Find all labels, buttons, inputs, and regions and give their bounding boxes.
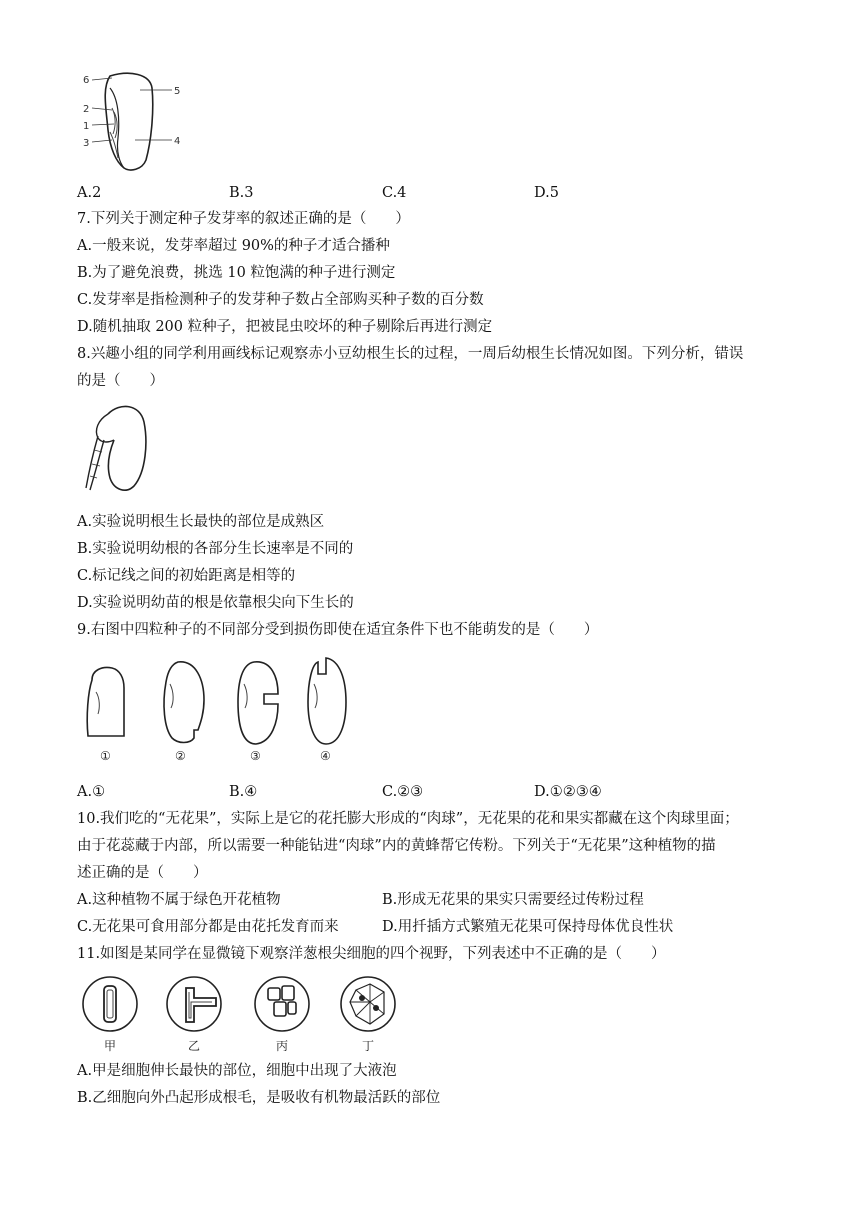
q7-option-c[interactable]: C.发芽率是指检测种子的发芽种子数占全部购买种子数的百分数 [77,292,484,308]
q8-option-b[interactable]: B.实验说明幼根的各部分生长速率是不同的 [77,541,354,557]
q10-option-b[interactable]: B.形成无花果的果实只需要经过传粉过程 [382,892,644,908]
seed-label-1: ① [100,749,111,763]
q10-option-d[interactable]: D.用扦插方式繁殖无花果可保持母体优良性状 [382,919,674,935]
q8-option-a[interactable]: A.实验说明根生长最快的部位是成熟区 [77,514,325,530]
damaged-seeds-figure [78,652,368,766]
q10-stem-line1: 10.我们吃的“无花果”，实际上是它的花托膨大形成的“肉球”，无花果的花和果实都藏在这个肉球里面； [77,811,739,827]
fig-label-6: 6 [83,75,90,86]
q10-stem-line3: 述正确的是（ ） [77,865,208,881]
q11-stem: 11.如图是某同学在显微镜下观察洋葱根尖细胞的四个视野，下列表述中不正确的是（ ） [77,946,666,962]
q11-option-b[interactable]: B.乙细胞向外凸起形成根毛，是吸收有机物最活跃的部位 [77,1090,441,1106]
q7-option-a[interactable]: A.一般来说，发芽率超过 90%的种子才适合播种 [77,238,390,254]
q9-option-a[interactable]: A.① [77,784,106,800]
q9-stem: 9.右图中四粒种子的不同部分受到损伤即使在适宜条件下也不能萌发的是（ ） [77,622,599,638]
q10-stem-line2: 由于花蕊藏于内部，所以需要一种能钻进“肉球”内的黄蜂帮它传粉。下列关于“无花果”这种植物的描 [77,838,716,854]
q6-option-b[interactable]: B.3 [229,185,254,201]
seed-label-3: ③ [250,749,261,763]
view-label-jia: 甲 [104,1039,117,1053]
fig-label-4: 4 [174,136,181,147]
view-label-bing: 丙 [276,1039,289,1053]
fig-label-3: 3 [83,138,90,149]
microscope-views-figure [78,972,398,1054]
seed-label-4: ④ [320,749,331,763]
q9-option-c[interactable]: C.②③ [382,784,424,800]
q10-option-c[interactable]: C.无花果可食用部分都是由花托发育而来 [77,919,339,935]
q6-option-c[interactable]: C.4 [382,185,407,201]
q6-option-a[interactable]: A.2 [77,185,102,201]
q7-option-d[interactable]: D.随机抽取 200 粒种子，把被昆虫咬坏的种子剔除后再进行测定 [77,319,493,335]
q11-option-a[interactable]: A.甲是细胞伸长最快的部位，细胞中出现了大液泡 [77,1063,397,1079]
q7-stem: 7.下列关于测定种子发芽率的叙述正确的是（ ） [77,211,410,227]
q9-option-d[interactable]: D.①②③④ [534,784,602,800]
seed-label-2: ② [175,749,186,763]
seed-structure-figure [80,68,190,178]
view-label-yi: 乙 [188,1039,201,1053]
view-label-ding: 丁 [362,1039,375,1053]
q10-option-a[interactable]: A.这种植物不属于绿色开花植物 [77,892,281,908]
sprouting-bean-figure [80,402,155,494]
q6-option-d[interactable]: D.5 [534,185,559,201]
q9-option-b[interactable]: B.④ [229,784,258,800]
q8-option-c[interactable]: C.标记线之间的初始距离是相等的 [77,568,296,584]
q8-stem-line1: 8.兴趣小组的同学利用画线标记观察赤小豆幼根生长的过程，一周后幼根生长情况如图。下列分析，错误 [77,346,744,362]
fig-label-5: 5 [174,86,181,97]
q8-option-d[interactable]: D.实验说明幼苗的根是依靠根尖向下生长的 [77,595,354,611]
q8-stem-line2: 的是（ ） [77,373,164,389]
q7-option-b[interactable]: B.为了避免浪费，挑选 10 粒饱满的种子进行测定 [77,265,396,281]
fig-label-2: 2 [83,104,90,115]
fig-label-1: 1 [83,121,90,132]
